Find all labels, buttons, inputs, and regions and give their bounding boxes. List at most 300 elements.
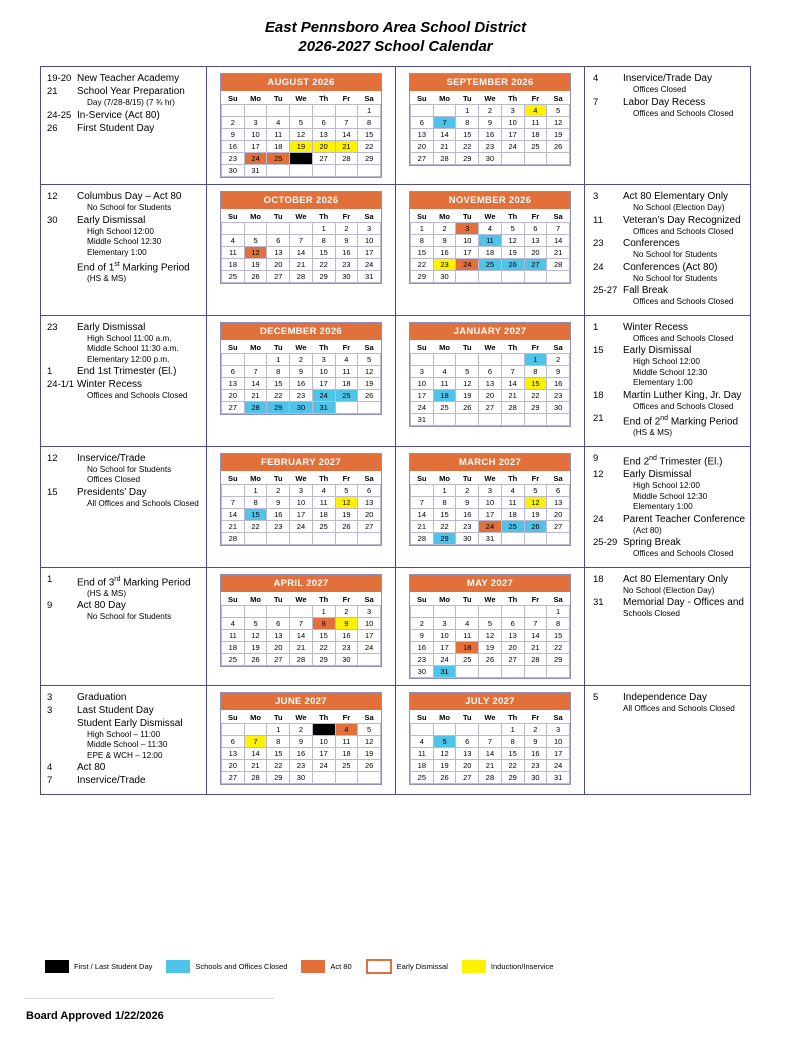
day-cell[interactable]: 17 <box>312 377 335 389</box>
day-cell[interactable]: 15 <box>267 377 290 389</box>
day-cell[interactable]: 26 <box>547 141 570 153</box>
day-cell[interactable]: 11 <box>456 629 479 641</box>
day-cell[interactable]: 3 <box>312 723 335 735</box>
day-cell[interactable]: 17 <box>290 508 313 520</box>
day-cell[interactable]: 18 <box>479 247 502 259</box>
day-cell[interactable]: 12 <box>456 377 479 389</box>
day-cell[interactable]: 9 <box>456 496 479 508</box>
day-cell[interactable]: 15 <box>312 629 335 641</box>
day-cell[interactable]: 15 <box>456 129 479 141</box>
day-cell[interactable]: 17 <box>312 747 335 759</box>
day-cell[interactable]: 5 <box>244 235 267 247</box>
day-cell[interactable]: 18 <box>312 508 335 520</box>
day-cell[interactable]: 16 <box>524 747 547 759</box>
day-cell[interactable]: 26 <box>358 759 381 771</box>
day-cell[interactable]: 11 <box>479 235 502 247</box>
day-cell[interactable]: 6 <box>267 617 290 629</box>
day-cell[interactable]: 31 <box>433 665 456 677</box>
day-cell[interactable]: 13 <box>456 747 479 759</box>
day-cell[interactable]: 10 <box>290 496 313 508</box>
day-cell[interactable]: 26 <box>456 401 479 413</box>
day-cell[interactable]: 24 <box>433 653 456 665</box>
day-cell[interactable]: 8 <box>524 365 547 377</box>
day-cell[interactable]: 1 <box>312 605 335 617</box>
day-cell[interactable]: 13 <box>222 747 245 759</box>
day-cell[interactable]: 9 <box>433 235 456 247</box>
day-cell[interactable]: 18 <box>501 508 524 520</box>
day-cell[interactable]: 5 <box>524 484 547 496</box>
day-cell[interactable]: 29 <box>547 653 570 665</box>
day-cell[interactable]: 22 <box>501 759 524 771</box>
day-cell[interactable]: 23 <box>456 520 479 532</box>
day-cell[interactable]: 20 <box>501 641 524 653</box>
day-cell[interactable]: 9 <box>290 735 313 747</box>
day-cell[interactable]: 23 <box>267 520 290 532</box>
day-cell[interactable]: 17 <box>479 508 502 520</box>
day-cell[interactable]: 8 <box>358 117 381 129</box>
day-cell[interactable]: 17 <box>358 247 381 259</box>
day-cell[interactable]: 1 <box>547 605 570 617</box>
day-cell[interactable]: 14 <box>290 629 313 641</box>
day-cell[interactable]: 10 <box>433 629 456 641</box>
day-cell[interactable]: 25 <box>222 653 245 665</box>
day-cell[interactable]: 2 <box>290 353 313 365</box>
day-cell[interactable]: 2 <box>547 353 570 365</box>
day-cell[interactable]: 27 <box>501 653 524 665</box>
day-cell[interactable]: 11 <box>411 747 434 759</box>
day-cell[interactable]: 13 <box>312 129 335 141</box>
day-cell[interactable]: 3 <box>433 617 456 629</box>
day-cell[interactable]: 15 <box>524 377 547 389</box>
day-cell[interactable]: 8 <box>456 117 479 129</box>
day-cell[interactable]: 3 <box>411 365 434 377</box>
day-cell[interactable]: 13 <box>411 129 434 141</box>
day-cell[interactable]: 24 <box>358 641 381 653</box>
day-cell[interactable]: 16 <box>411 641 434 653</box>
day-cell[interactable]: 25 <box>267 153 290 165</box>
day-cell[interactable]: 10 <box>501 117 524 129</box>
day-cell[interactable]: 11 <box>501 496 524 508</box>
day-cell[interactable]: 21 <box>290 259 313 271</box>
day-cell[interactable]: 4 <box>335 723 358 735</box>
day-cell[interactable]: 8 <box>433 496 456 508</box>
day-cell[interactable]: 14 <box>479 747 502 759</box>
day-cell[interactable]: 7 <box>222 496 245 508</box>
day-cell[interactable]: 22 <box>524 389 547 401</box>
day-cell[interactable]: 14 <box>501 377 524 389</box>
day-cell[interactable]: 27 <box>524 259 547 271</box>
day-cell[interactable]: 30 <box>335 653 358 665</box>
day-cell[interactable]: 11 <box>222 247 245 259</box>
day-cell[interactable]: 9 <box>547 365 570 377</box>
day-cell[interactable]: 3 <box>456 223 479 235</box>
day-cell[interactable]: 20 <box>222 759 245 771</box>
day-cell[interactable]: 23 <box>411 653 434 665</box>
day-cell[interactable]: 26 <box>358 389 381 401</box>
day-cell[interactable]: 9 <box>222 129 245 141</box>
day-cell[interactable]: 12 <box>358 365 381 377</box>
day-cell[interactable]: 29 <box>501 771 524 783</box>
day-cell[interactable]: 23 <box>290 759 313 771</box>
day-cell[interactable]: 18 <box>433 389 456 401</box>
day-cell[interactable]: 14 <box>411 508 434 520</box>
day-cell[interactable]: 12 <box>358 735 381 747</box>
day-cell[interactable]: 4 <box>411 735 434 747</box>
day-cell[interactable]: 3 <box>547 723 570 735</box>
day-cell[interactable]: 2 <box>267 484 290 496</box>
day-cell[interactable]: 21 <box>290 641 313 653</box>
day-cell[interactable]: 27 <box>267 271 290 283</box>
day-cell[interactable]: 25 <box>524 141 547 153</box>
day-cell[interactable]: 10 <box>411 377 434 389</box>
day-cell[interactable]: 6 <box>524 223 547 235</box>
day-cell[interactable]: 24 <box>312 759 335 771</box>
day-cell[interactable]: 26 <box>433 771 456 783</box>
day-cell[interactable]: 26 <box>290 153 313 165</box>
day-cell[interactable]: 30 <box>335 271 358 283</box>
day-cell[interactable]: 29 <box>312 271 335 283</box>
day-cell[interactable]: 22 <box>456 141 479 153</box>
day-cell[interactable]: 13 <box>267 629 290 641</box>
day-cell[interactable]: 16 <box>222 141 245 153</box>
day-cell[interactable]: 24 <box>479 520 502 532</box>
day-cell[interactable]: 21 <box>433 141 456 153</box>
day-cell[interactable]: 13 <box>358 496 381 508</box>
day-cell[interactable]: 10 <box>479 496 502 508</box>
day-cell[interactable]: 24 <box>456 259 479 271</box>
day-cell[interactable]: 1 <box>312 223 335 235</box>
day-cell[interactable]: 13 <box>501 629 524 641</box>
day-cell[interactable]: 15 <box>312 247 335 259</box>
day-cell[interactable]: 27 <box>479 401 502 413</box>
day-cell[interactable]: 18 <box>335 377 358 389</box>
day-cell[interactable]: 8 <box>312 235 335 247</box>
day-cell[interactable]: 23 <box>335 259 358 271</box>
day-cell[interactable]: 14 <box>433 129 456 141</box>
day-cell[interactable]: 28 <box>547 259 570 271</box>
day-cell[interactable]: 7 <box>501 365 524 377</box>
day-cell[interactable]: 19 <box>547 129 570 141</box>
day-cell[interactable]: 21 <box>479 759 502 771</box>
day-cell[interactable]: 25 <box>456 653 479 665</box>
day-cell[interactable]: 16 <box>479 129 502 141</box>
day-cell[interactable]: 9 <box>335 235 358 247</box>
day-cell[interactable]: 11 <box>335 735 358 747</box>
day-cell[interactable]: 2 <box>411 617 434 629</box>
day-cell[interactable]: 18 <box>267 141 290 153</box>
day-cell[interactable]: 28 <box>244 771 267 783</box>
day-cell[interactable]: 31 <box>547 771 570 783</box>
day-cell[interactable]: 16 <box>335 629 358 641</box>
day-cell[interactable]: 18 <box>524 129 547 141</box>
day-cell[interactable]: 22 <box>267 759 290 771</box>
day-cell[interactable]: 1 <box>456 105 479 117</box>
day-cell[interactable]: 21 <box>524 641 547 653</box>
day-cell[interactable]: 2 <box>479 105 502 117</box>
day-cell[interactable]: 3 <box>479 484 502 496</box>
day-cell[interactable]: 24 <box>290 520 313 532</box>
day-cell[interactable]: 13 <box>222 377 245 389</box>
day-cell[interactable]: 16 <box>290 377 313 389</box>
day-cell[interactable]: 31 <box>479 532 502 544</box>
day-cell[interactable]: 15 <box>501 747 524 759</box>
day-cell[interactable]: 27 <box>267 653 290 665</box>
day-cell[interactable]: 10 <box>456 235 479 247</box>
day-cell[interactable]: 7 <box>433 117 456 129</box>
day-cell[interactable]: 30 <box>433 271 456 283</box>
day-cell[interactable]: 22 <box>547 641 570 653</box>
day-cell[interactable]: 18 <box>222 259 245 271</box>
day-cell[interactable]: 18 <box>411 759 434 771</box>
day-cell[interactable]: 20 <box>524 247 547 259</box>
day-cell[interactable]: 30 <box>479 153 502 165</box>
day-cell[interactable]: 21 <box>244 389 267 401</box>
day-cell[interactable]: 20 <box>456 759 479 771</box>
day-cell[interactable]: 30 <box>524 771 547 783</box>
day-cell[interactable]: 3 <box>244 117 267 129</box>
day-cell[interactable]: 28 <box>290 653 313 665</box>
day-cell[interactable]: 2 <box>524 723 547 735</box>
day-cell[interactable]: 8 <box>501 735 524 747</box>
day-cell[interactable]: 27 <box>358 520 381 532</box>
day-cell[interactable]: 29 <box>524 401 547 413</box>
day-cell[interactable]: 25 <box>433 401 456 413</box>
day-cell[interactable]: 19 <box>524 508 547 520</box>
day-cell[interactable]: 7 <box>290 235 313 247</box>
day-cell[interactable]: 9 <box>335 617 358 629</box>
day-cell[interactable]: 23 <box>335 641 358 653</box>
day-cell[interactable]: 28 <box>411 532 434 544</box>
day-cell[interactable]: 23 <box>524 759 547 771</box>
day-cell[interactable]: 24 <box>244 153 267 165</box>
day-cell[interactable]: 29 <box>433 532 456 544</box>
day-cell[interactable]: 5 <box>456 365 479 377</box>
day-cell[interactable]: 22 <box>411 259 434 271</box>
day-cell[interactable]: 20 <box>267 641 290 653</box>
day-cell[interactable]: 26 <box>335 520 358 532</box>
day-cell[interactable]: 7 <box>547 223 570 235</box>
day-cell[interactable]: 9 <box>267 496 290 508</box>
day-cell[interactable]: 29 <box>312 653 335 665</box>
day-cell[interactable]: 8 <box>267 735 290 747</box>
day-cell[interactable]: 28 <box>501 401 524 413</box>
day-cell[interactable]: 13 <box>524 235 547 247</box>
day-cell[interactable]: 7 <box>290 617 313 629</box>
day-cell[interactable]: 23 <box>479 141 502 153</box>
day-cell[interactable]: 16 <box>433 247 456 259</box>
day-cell[interactable]: 30 <box>547 401 570 413</box>
day-cell[interactable]: 13 <box>547 496 570 508</box>
day-cell[interactable]: 16 <box>290 747 313 759</box>
day-cell[interactable]: 27 <box>456 771 479 783</box>
day-cell[interactable]: 2 <box>335 605 358 617</box>
day-cell[interactable]: 26 <box>501 259 524 271</box>
day-cell[interactable]: 25 <box>335 389 358 401</box>
day-cell[interactable]: 21 <box>411 520 434 532</box>
day-cell[interactable]: 15 <box>433 508 456 520</box>
day-cell[interactable]: 10 <box>312 365 335 377</box>
day-cell[interactable]: 8 <box>547 617 570 629</box>
day-cell[interactable]: 30 <box>222 165 245 177</box>
day-cell[interactable]: 29 <box>456 153 479 165</box>
day-cell[interactable]: 5 <box>479 617 502 629</box>
day-cell[interactable]: 2 <box>222 117 245 129</box>
day-cell[interactable]: 12 <box>244 247 267 259</box>
day-cell[interactable]: 10 <box>312 735 335 747</box>
day-cell[interactable]: 6 <box>312 117 335 129</box>
day-cell[interactable]: 2 <box>433 223 456 235</box>
day-cell[interactable]: 1 <box>501 723 524 735</box>
day-cell[interactable]: 8 <box>267 365 290 377</box>
day-cell[interactable]: 19 <box>456 389 479 401</box>
day-cell[interactable]: 22 <box>312 259 335 271</box>
day-cell[interactable]: 14 <box>244 747 267 759</box>
day-cell[interactable]: 19 <box>358 377 381 389</box>
day-cell[interactable]: 23 <box>222 153 245 165</box>
day-cell[interactable]: 4 <box>524 105 547 117</box>
day-cell[interactable]: 31 <box>411 413 434 425</box>
day-cell[interactable]: 24 <box>547 759 570 771</box>
day-cell[interactable]: 21 <box>335 141 358 153</box>
day-cell[interactable]: 22 <box>358 141 381 153</box>
day-cell[interactable]: 5 <box>335 484 358 496</box>
day-cell[interactable]: 4 <box>501 484 524 496</box>
day-cell[interactable]: 25 <box>501 520 524 532</box>
day-cell[interactable]: 5 <box>433 735 456 747</box>
day-cell[interactable]: 22 <box>244 520 267 532</box>
day-cell[interactable]: 7 <box>479 735 502 747</box>
day-cell[interactable]: 3 <box>290 484 313 496</box>
day-cell[interactable]: 19 <box>433 759 456 771</box>
day-cell[interactable]: 11 <box>267 129 290 141</box>
day-cell[interactable]: 7 <box>244 365 267 377</box>
day-cell[interactable]: 17 <box>433 641 456 653</box>
day-cell[interactable]: 12 <box>335 496 358 508</box>
day-cell[interactable]: 29 <box>358 153 381 165</box>
day-cell[interactable]: 30 <box>290 401 313 413</box>
day-cell[interactable]: 27 <box>312 153 335 165</box>
day-cell[interactable]: 10 <box>358 235 381 247</box>
day-cell[interactable]: 9 <box>290 365 313 377</box>
day-cell[interactable]: 18 <box>222 641 245 653</box>
day-cell[interactable]: 11 <box>433 377 456 389</box>
day-cell[interactable]: 26 <box>244 271 267 283</box>
day-cell[interactable]: 28 <box>335 153 358 165</box>
day-cell[interactable]: 2 <box>335 223 358 235</box>
day-cell[interactable]: 20 <box>547 508 570 520</box>
day-cell[interactable]: 27 <box>547 520 570 532</box>
day-cell[interactable]: 14 <box>335 129 358 141</box>
day-cell[interactable]: 5 <box>358 353 381 365</box>
day-cell[interactable]: 28 <box>433 153 456 165</box>
day-cell[interactable]: 12 <box>524 496 547 508</box>
day-cell[interactable]: 3 <box>312 353 335 365</box>
day-cell[interactable]: 1 <box>411 223 434 235</box>
day-cell[interactable]: 28 <box>222 532 245 544</box>
day-cell[interactable]: 9 <box>479 117 502 129</box>
day-cell[interactable]: 30 <box>411 665 434 677</box>
day-cell[interactable]: 10 <box>547 735 570 747</box>
day-cell[interactable]: 26 <box>524 520 547 532</box>
day-cell[interactable]: 17 <box>411 389 434 401</box>
day-cell[interactable]: 22 <box>267 389 290 401</box>
day-cell[interactable]: 4 <box>335 353 358 365</box>
day-cell[interactable]: 5 <box>358 723 381 735</box>
day-cell[interactable]: 25 <box>222 271 245 283</box>
day-cell[interactable]: 21 <box>501 389 524 401</box>
day-cell[interactable]: 25 <box>335 759 358 771</box>
day-cell[interactable]: 28 <box>244 401 267 413</box>
day-cell[interactable]: 15 <box>358 129 381 141</box>
day-cell[interactable]: 3 <box>358 223 381 235</box>
day-cell[interactable]: 16 <box>547 377 570 389</box>
day-cell[interactable]: 22 <box>312 641 335 653</box>
day-cell[interactable]: 1 <box>244 484 267 496</box>
day-cell[interactable]: 28 <box>524 653 547 665</box>
day-cell[interactable]: 29 <box>267 401 290 413</box>
day-cell[interactable]: 1 <box>358 105 381 117</box>
day-cell[interactable]: 16 <box>456 508 479 520</box>
day-cell[interactable]: 7 <box>244 735 267 747</box>
day-cell[interactable]: 20 <box>358 508 381 520</box>
day-cell[interactable]: 12 <box>501 235 524 247</box>
day-cell[interactable]: 1 <box>433 484 456 496</box>
day-cell[interactable]: 5 <box>501 223 524 235</box>
day-cell[interactable]: 7 <box>524 617 547 629</box>
day-cell[interactable]: 17 <box>456 247 479 259</box>
day-cell[interactable]: 18 <box>456 641 479 653</box>
day-cell[interactable]: 22 <box>433 520 456 532</box>
day-cell[interactable]: 15 <box>547 629 570 641</box>
day-cell[interactable]: 1 <box>267 723 290 735</box>
day-cell[interactable]: 20 <box>267 259 290 271</box>
day-cell[interactable]: 14 <box>222 508 245 520</box>
day-cell[interactable]: 14 <box>547 235 570 247</box>
day-cell[interactable]: 13 <box>267 247 290 259</box>
day-cell[interactable]: 24 <box>358 259 381 271</box>
day-cell[interactable]: 14 <box>524 629 547 641</box>
day-cell[interactable]: 21 <box>244 759 267 771</box>
day-cell[interactable]: 11 <box>312 496 335 508</box>
day-cell[interactable]: 27 <box>222 771 245 783</box>
day-cell[interactable]: 17 <box>547 747 570 759</box>
day-cell[interactable]: 19 <box>479 641 502 653</box>
day-cell[interactable]: 9 <box>524 735 547 747</box>
day-cell[interactable]: 14 <box>244 377 267 389</box>
day-cell[interactable]: 25 <box>479 259 502 271</box>
day-cell[interactable]: 30 <box>456 532 479 544</box>
day-cell[interactable]: 4 <box>433 365 456 377</box>
day-cell[interactable]: 31 <box>244 165 267 177</box>
day-cell[interactable]: 20 <box>222 389 245 401</box>
day-cell[interactable]: 23 <box>433 259 456 271</box>
day-cell[interactable]: 18 <box>335 747 358 759</box>
day-cell[interactable]: 10 <box>358 617 381 629</box>
day-cell[interactable]: 7 <box>335 117 358 129</box>
day-cell[interactable]: 7 <box>411 496 434 508</box>
day-cell[interactable]: 6 <box>547 484 570 496</box>
day-cell[interactable]: 31 <box>312 401 335 413</box>
day-cell[interactable]: 21 <box>547 247 570 259</box>
day-cell[interactable]: 26 <box>244 653 267 665</box>
day-cell[interactable]: 16 <box>267 508 290 520</box>
day-cell[interactable]: 2 <box>290 723 313 735</box>
day-cell[interactable]: 15 <box>267 747 290 759</box>
day-cell[interactable]: 17 <box>358 629 381 641</box>
day-cell[interactable]: 25 <box>312 520 335 532</box>
day-cell[interactable]: 12 <box>290 129 313 141</box>
day-cell[interactable]: 31 <box>358 271 381 283</box>
